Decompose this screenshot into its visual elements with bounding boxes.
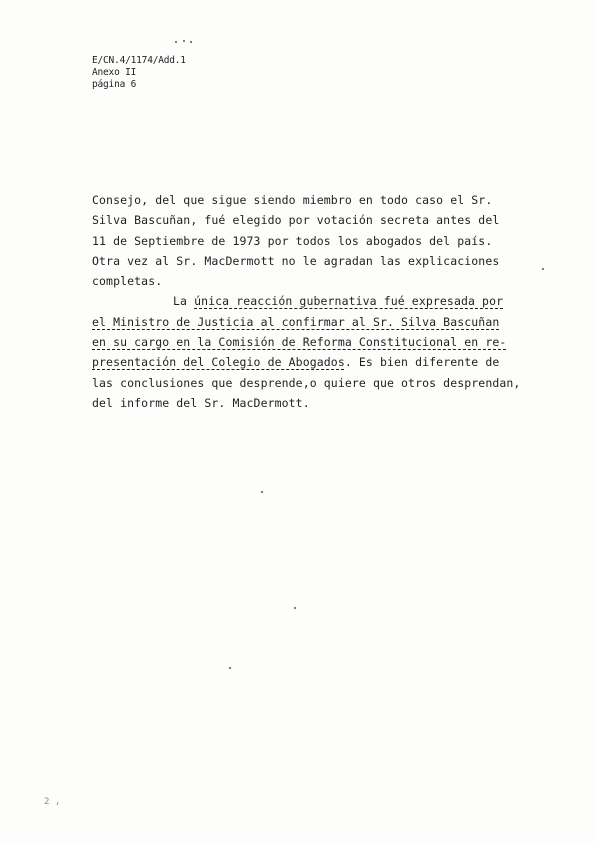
paragraph-2-line-4 (92, 352, 522, 372)
paragraph-2-line-1 (92, 291, 522, 311)
paragraph-2-line-2 (92, 312, 522, 332)
scan-speck (183, 40, 185, 42)
paragraph-1-line-4: Otra vez al Sr. MacDermott no le agradan las explicaciones (92, 253, 500, 268)
paragraph-2-line-3 (92, 332, 522, 352)
paragraph-1-line-5: completas. (92, 274, 163, 289)
underlined-phrase: el Ministro de Justicia al confirmar al Sr. Silva Bascuñan (92, 314, 500, 329)
document-header (92, 55, 186, 91)
paragraph-2-line-4-rest: . Es bien diferente de (344, 355, 500, 370)
scan-speck (229, 667, 231, 669)
document-body (92, 190, 522, 413)
paragraph-1-line-3: 11 de Septiembre de 1973 por todos los abogados del país. (92, 233, 493, 248)
scan-speck (294, 607, 296, 609)
page-number: página 6 (92, 79, 137, 90)
scan-speck (542, 268, 544, 270)
paragraph-2-line-1-start: La (173, 294, 195, 309)
underlined-phrase: única reacción gubernativa fué expresada por (194, 294, 504, 309)
scan-speck (175, 41, 177, 43)
scan-speck (261, 491, 263, 493)
paragraph-1-line-2: Silva Bascuñan, fué elegido por votación secreta antes del (92, 213, 500, 228)
scan-speck (190, 41, 192, 43)
corner-mark: 2 , (44, 797, 61, 807)
paragraph-1-line-1: Consejo, del que sigue siendo miembro en todo caso el Sr. (92, 193, 493, 207)
underlined-phrase: presentación del Colegio de Abogados (92, 355, 345, 370)
annex-label: Anexo II (92, 67, 137, 78)
document-symbol: E/CN.4/1174/Add.1 (92, 55, 186, 66)
underlined-phrase: en su cargo en la Comisión de Reforma Constitucional en re- (92, 335, 507, 350)
paragraph-2-line-6: del informe del Sr. MacDermott. (92, 395, 310, 410)
paragraph-2-line-5: las conclusiones que desprende,o quiere que otros desprendan, (92, 375, 521, 390)
